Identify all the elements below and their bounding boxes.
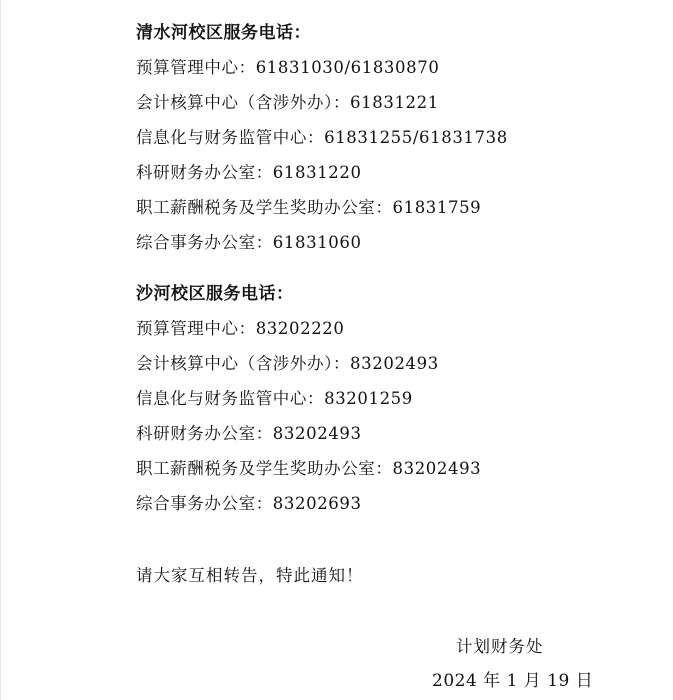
qingshuihe-line-it-supervision: 信息化与财务监管中心：61831255/61831738	[136, 128, 508, 147]
qingshuihe-line-budget: 预算管理中心：61831030/61830870	[136, 58, 440, 77]
shahe-line-it-supervision: 信息化与财务监管中心：83201259	[136, 389, 413, 408]
shahe-line-accounting: 会计核算中心（含涉外办）：83202493	[136, 354, 439, 373]
shahe-line-general-affairs: 综合事务办公室：83202693	[136, 494, 362, 513]
shahe-title: 沙河校区服务电话：	[136, 284, 294, 304]
qingshuihe-line-general-affairs: 综合事务办公室：61831060	[136, 233, 362, 252]
qingshuihe-line-payroll-tax: 职工薪酬税务及学生奖助办公室：61831759	[136, 198, 482, 217]
closing-notice: 请大家互相转告，特此通知！	[136, 566, 364, 585]
shahe-line-budget: 预算管理中心：83202220	[136, 319, 345, 338]
page-edge-line	[0, 0, 1, 700]
shahe-line-research-finance: 科研财务办公室：83202493	[136, 424, 362, 443]
shahe-section	[136, 284, 481, 514]
qingshuihe-line-accounting: 会计核算中心（含涉外办）：61831221	[136, 93, 439, 112]
qingshuihe-line-research-finance: 科研财务办公室：61831220	[136, 163, 362, 182]
qingshuihe-title: 清水河校区服务电话：	[136, 23, 311, 43]
shahe-line-payroll-tax: 职工薪酬税务及学生奖助办公室：83202493	[136, 459, 482, 478]
signature-date: 2024 年 1 月 19 日	[432, 671, 594, 691]
qingshuihe-section	[136, 23, 508, 253]
signature-department: 计划财务处	[456, 637, 544, 656]
